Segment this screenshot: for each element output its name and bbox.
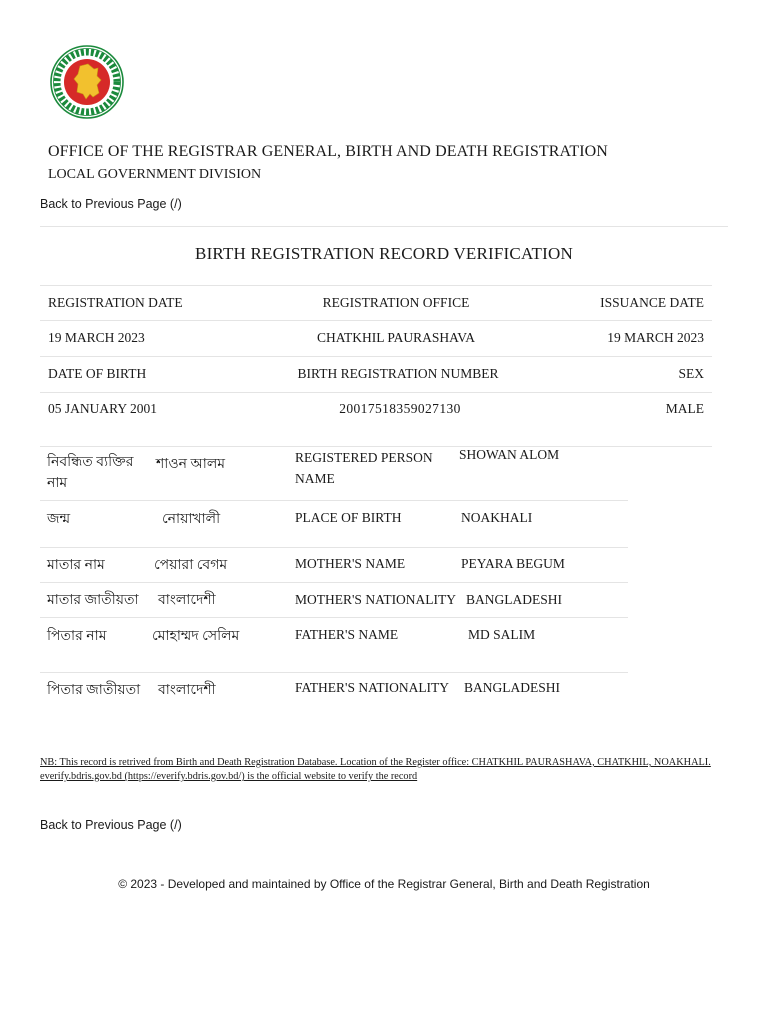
bn-value-registered-person: শাওন আলম: [156, 457, 226, 472]
bn-label-place-of-birth: জন্ম: [47, 512, 71, 527]
en-label-place-of-birth: PLACE OF BIRTH: [295, 510, 402, 525]
office-title: OFFICE OF THE REGISTRAR GENERAL, BIRTH AND DEATH REGISTRATION: [48, 143, 608, 160]
issuance-date-label: ISSUANCE DATE: [600, 295, 704, 310]
en-label-mother-nationality: MOTHER'S NATIONALITY: [295, 592, 457, 607]
date-of-birth-value: 05 JANUARY 2001: [48, 401, 158, 416]
bn-label-mother-name: মাতার নাম: [47, 558, 105, 573]
registration-office-value: CHATKHIL PAURASHAVA: [317, 330, 475, 345]
bn-value-father-nationality: বাংলাদেশী: [158, 683, 216, 698]
summary-rule: [40, 392, 712, 393]
footer-copyright: © 2023 - Developed and maintained by Office of the Registrar General, Birth and Death Registration: [118, 877, 650, 891]
en-label-mother-name: MOTHER'S NAME: [295, 556, 406, 571]
government-seal-logo: [50, 44, 124, 120]
summary-rule: [40, 320, 712, 321]
en-label-registered-person: REGISTERED PERSON NAME: [295, 450, 433, 486]
back-to-previous-link[interactable]: Back to Previous Page (/): [40, 197, 182, 211]
en-value-mother-name: PEYARA BEGUM: [461, 556, 565, 571]
en-value-registered-person: SHOWAN ALOM: [459, 447, 560, 462]
details-rule: [40, 547, 628, 548]
details-rule: [40, 672, 628, 673]
header-divider: [40, 226, 728, 227]
details-rule: [40, 500, 628, 501]
registration-date-label: REGISTRATION DATE: [48, 295, 183, 310]
en-value-mother-nationality: BANGLADESHI: [466, 592, 562, 607]
details-rule: [40, 617, 628, 618]
summary-rule: [40, 356, 712, 357]
bn-label-registered-person: নিবন্ধিত ব্যক্তির নাম: [47, 455, 134, 491]
bn-label-father-nationality: পিতার জাতীয়তা: [47, 683, 141, 698]
en-value-father-name: MD SALIM: [468, 627, 536, 642]
back-to-previous-link-bottom[interactable]: Back to Previous Page (/): [40, 818, 182, 832]
birth-registration-number-label: BIRTH REGISTRATION NUMBER: [297, 366, 499, 381]
sex-value: MALE: [665, 401, 704, 416]
en-value-place-of-birth: NOAKHALI: [461, 510, 533, 525]
bn-value-mother-name: পেয়ারা বেগম: [154, 558, 228, 573]
birth-registration-number-value: 20017518359027130: [339, 401, 461, 416]
record-source-note[interactable]: NB: This record is retrived from Birth and Death Registration Database. Location of the Register office: CHATKHIL PAURASHAVA, CHATKHIL, NOAKHALI. everify.bdris.gov.bd (https://everify.bdris.gov.bd/) is the official website to verify the record: [40, 757, 711, 782]
bn-label-father-name: পিতার নাম: [47, 629, 107, 644]
division-title: LOCAL GOVERNMENT DIVISION: [48, 167, 262, 182]
page-title: BIRTH REGISTRATION RECORD VERIFICATION: [195, 244, 573, 263]
sex-label: SEX: [678, 366, 704, 381]
issuance-date-value: 19 MARCH 2023: [607, 330, 704, 345]
registration-office-label: REGISTRATION OFFICE: [322, 295, 470, 310]
registration-date-value: 19 MARCH 2023: [48, 330, 145, 345]
en-label-father-nationality: FATHER'S NATIONALITY: [295, 680, 450, 695]
details-rule: [40, 582, 628, 583]
date-of-birth-label: DATE OF BIRTH: [48, 366, 147, 381]
summary-rule: [40, 285, 712, 286]
en-value-father-nationality: BANGLADESHI: [464, 680, 560, 695]
bn-value-father-name: মোহাম্মদ সেলিম: [152, 629, 240, 644]
bn-value-mother-nationality: বাংলাদেশী: [158, 593, 216, 608]
bn-value-place-of-birth: নোয়াখালী: [162, 512, 221, 527]
bn-label-mother-nationality: মাতার জাতীয়তা: [47, 593, 139, 608]
en-label-father-name: FATHER'S NAME: [295, 627, 399, 642]
